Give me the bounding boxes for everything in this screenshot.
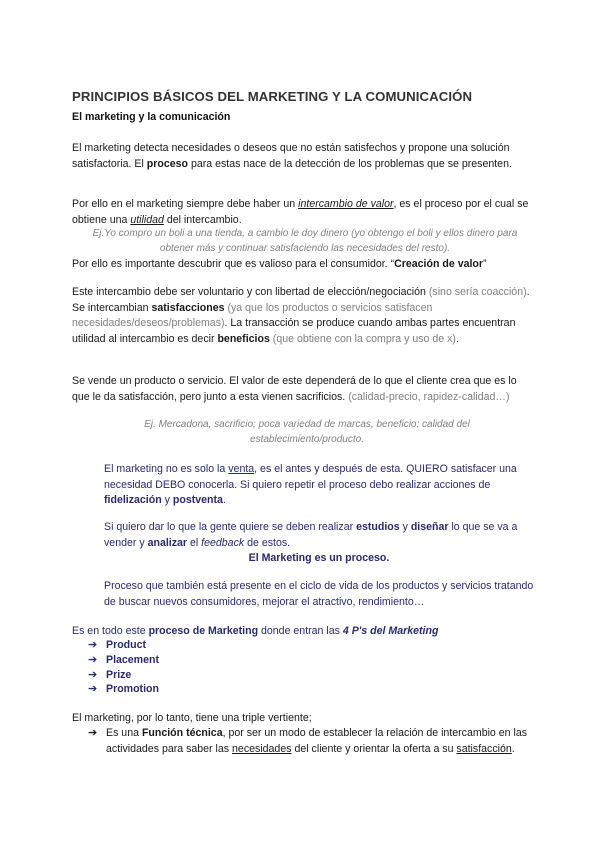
marketing-proceso-heading: El Marketing es un proceso. bbox=[248, 552, 390, 564]
underlined-text: necesidades bbox=[232, 742, 292, 755]
arrow-right-icon: ➔ bbox=[88, 683, 98, 696]
text: . bbox=[222, 494, 226, 506]
section-subtitle: El marketing y la comunicación bbox=[72, 111, 231, 123]
underlined-text: satisfacción bbox=[456, 742, 512, 755]
arrow-right-icon: ➔ bbox=[88, 727, 98, 739]
paragraph-venta bbox=[104, 462, 534, 509]
paragraph-vertiente: El marketing, por lo tanto, tiene una triple vertiente; bbox=[72, 712, 312, 724]
paragraph-satisfacciones bbox=[72, 285, 532, 347]
text: . bbox=[455, 332, 459, 345]
text: donde entran las bbox=[258, 625, 343, 637]
paragraph-estudios bbox=[104, 520, 534, 551]
arrow-right-icon: ➔ bbox=[88, 639, 98, 651]
text: . Se intercambian bbox=[72, 286, 530, 314]
arrow-right-icon: ➔ bbox=[88, 668, 98, 681]
text: el bbox=[187, 536, 202, 549]
text: y bbox=[399, 521, 411, 533]
list-item bbox=[88, 653, 159, 668]
paragraph-creacion-valor bbox=[72, 257, 532, 273]
text: del cliente y orientar la oferta a su bbox=[291, 742, 457, 755]
text: Este intercambio debe ser voluntario y con libertad de elección/negociación bbox=[72, 286, 429, 298]
text: , por ser un modo de establecer la relación de intercambio en las actividades para saber las bbox=[106, 727, 528, 755]
list-item bbox=[88, 682, 159, 697]
bold-text: proceso bbox=[146, 157, 188, 170]
text: Es una bbox=[106, 727, 142, 739]
text: El marketing no es solo la bbox=[104, 463, 229, 475]
text: Si quiero dar lo que la gente quiere se deben realizar bbox=[104, 521, 357, 533]
example-text: Ej.Yo compro un boli a una tienda, a cambio le doy dinero (yo obtengo el boli y ellos dinero para obtener más y continuar satisfaciendo las necesidades del resto). bbox=[92, 228, 518, 254]
paragraph-valor bbox=[72, 374, 532, 405]
bold-text: beneficios bbox=[217, 332, 270, 345]
list-item-label: Placement bbox=[106, 653, 159, 666]
text: de estos. bbox=[244, 536, 291, 549]
text: Es en todo este bbox=[72, 625, 149, 637]
bold-text: Creación de valor bbox=[394, 258, 484, 270]
funcion-tecnica-item bbox=[88, 726, 534, 757]
paragraph-ciclo-vida: Proceso que también está presente en el ciclo de vida de los productos y servicios tratando de buscar nuevos consumidores, mejorar el atractivo, rendimiento… bbox=[104, 580, 534, 608]
bold-text: postventa bbox=[172, 494, 223, 506]
text: El marketing detecta necesidades o deseos que no están satisfechos y propone una solución satisfactoria. El bbox=[72, 142, 510, 170]
text: . bbox=[511, 742, 515, 755]
bold-text: Función técnica bbox=[141, 727, 223, 739]
gray-text: (ya que los productos o servicios satisfacen necesidades/deseos/problemas) bbox=[72, 301, 433, 329]
arrow-right-icon: ➔ bbox=[88, 653, 98, 666]
text: para estas nace de la detección de los problemas que se presenten. bbox=[188, 157, 512, 170]
text: ” bbox=[483, 258, 487, 270]
text: . La transacción se produce cuando ambas partes encuentran utilidad al intercambio es decir bbox=[72, 317, 516, 345]
bold-text: satisfacciones bbox=[151, 301, 225, 314]
example-text: Ej. Mercadona, sacrificio; poca variedad de marcas, beneficio; calidad del establecimiento/producto. bbox=[144, 419, 470, 445]
emphasis-text: utilidad bbox=[130, 213, 164, 226]
gray-text: (que obtiene con la compra y uso de x) bbox=[269, 332, 456, 345]
bold-text: fidelización bbox=[104, 494, 162, 506]
funcion-tecnica-text bbox=[106, 726, 534, 757]
list-item-label: Product bbox=[106, 639, 147, 651]
bold-text: proceso de Marketing bbox=[148, 625, 259, 637]
list-item bbox=[88, 668, 159, 683]
emphasis-text: intercambio de valor bbox=[298, 198, 394, 210]
text: lo que se va a vender y bbox=[104, 521, 518, 549]
list-item-label: Promotion bbox=[106, 683, 159, 696]
text: Por ello es importante descubrir que es valioso para el consumidor. “ bbox=[72, 258, 395, 270]
text: del intercambio. bbox=[163, 213, 242, 226]
bold-text: estudios bbox=[356, 521, 400, 533]
gray-text: (calidad-precio, rapidez-calidad…) bbox=[348, 390, 510, 403]
text: y bbox=[161, 494, 173, 506]
paragraph-intro bbox=[72, 141, 532, 172]
page-title: PRINCIPIOS BÁSICOS DEL MARKETING Y LA COMUNICACIÓN bbox=[72, 89, 473, 104]
bold-text: analizar bbox=[147, 536, 188, 549]
bold-text: diseñar bbox=[410, 521, 449, 533]
gray-text: (sino sería coacción) bbox=[428, 286, 527, 298]
italic-text: feedback bbox=[201, 536, 245, 549]
text: Se vende un producto o servicio. El valor de este dependerá de lo que el cliente crea que es lo que le da satisfacción, pero junto a esta vienen sacrificios. bbox=[72, 375, 517, 403]
text: , es el proceso por el cual se obtiene una bbox=[72, 198, 529, 226]
bold-italic-text: 4 P's del Marketing bbox=[342, 625, 439, 637]
list-item-label: Prize bbox=[106, 668, 132, 681]
text: Por ello en el marketing siempre debe haber un bbox=[72, 198, 299, 210]
paragraph-intercambio bbox=[72, 197, 532, 228]
4ps-list bbox=[88, 638, 159, 697]
text: , es el antes y después de esta. QUIERO satisfacer una necesidad DEBO conocerla. Si quiero repetir el proceso debo realizar acciones de bbox=[104, 463, 517, 491]
underlined-text: venta bbox=[228, 463, 255, 475]
list-item bbox=[88, 638, 159, 653]
